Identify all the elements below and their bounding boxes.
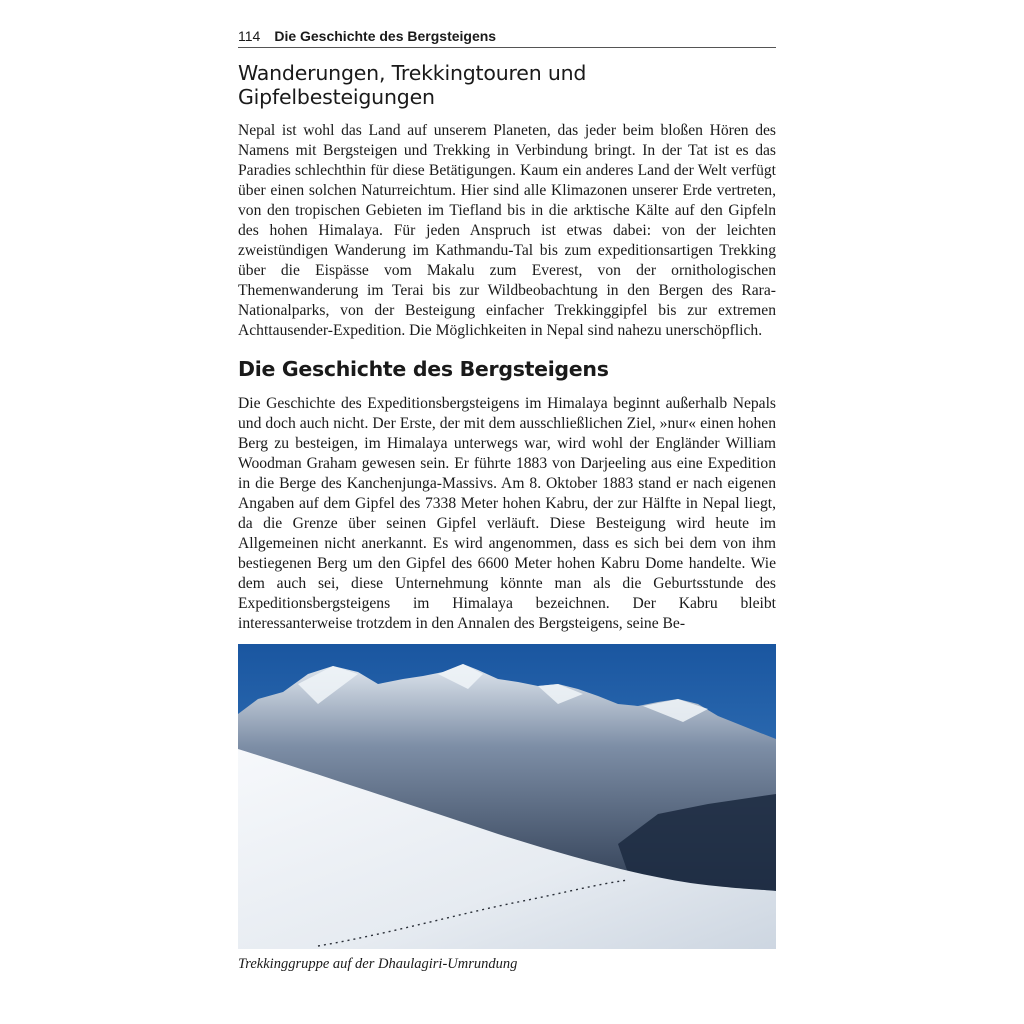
subsection-heading: Wanderungen, Trekkingtouren und Gipfelbesteigungen [238, 61, 587, 109]
page-number: 114 [238, 28, 261, 44]
section-heading: Die Geschichte des Bergsteigens [238, 357, 609, 381]
photo-caption: Trekkinggruppe auf der Dhaulagiri-Umrundung [238, 956, 518, 972]
section-paragraph: Die Geschichte des Expeditionsbergsteigens im Himalaya beginnt außerhalb Nepals und doch auch nicht. Der Erste, der mit dem ausschließlichen Ziel, »nur« einen hohen Berg zu besteigen, im Himalaya unterwegs war, wird wohl der Engländer William Woodman Graham gewesen sein. Er führte 1883 von Darjeeling aus eine Expedition in die Berge des Kanchenjunga-Massivs. Am 8. Oktober 1883 stand er nach eigenen Angaben auf dem Gipfel des 7338 Meter hohen Kabru, der zur Hälfte in Nepal liegt, da die Grenze über seinen Gipfel verläuft. Diese Besteigung wird heute im Allgemeinen nicht anerkannt. Es wird angenommen, dass es sich bei dem von ihm bestiegenen Berg um den Gipfel des 6600 Meter hohen Kabru Dome handelte. Wie dem auch sei, diese Unternehmung könnte man als die Geburtsstunde des Expeditionsbergsteigens im Himalaya bezeichnen. Der Kabru bleibt interessanterweise trotzdem in den Annalen des Bergsteigens, seine Be- [238, 395, 776, 632]
mountain-photo-illustration [238, 644, 776, 949]
running-head [238, 28, 776, 48]
mountain-photo [238, 644, 776, 949]
book-page [238, 28, 776, 973]
running-head-title: Die Geschichte des Bergsteigens [274, 28, 497, 44]
subsection-paragraph: Nepal ist wohl das Land auf unserem Planeten, das jeder beim bloßen Hören des Namens mit Bergsteigen und Trekking in Verbindung bringt. In der Tat ist es das Paradies schlechthin für diese Betätigungen. Kaum ein anderes Land der Welt verfügt über einen solchen Naturreichtum. Hier sind alle Klimazonen unserer Erde vertreten, von den tropischen Gebieten im Tiefland bis in die arktische Kälte auf den Gipfeln des hohen Himalaya. Für jeden Anspruch ist etwas dabei: von der leichten zweistündigen Wanderung im Kathmandu-Tal bis zum expeditionsartigen Trekking über die Eispässe vom Makalu zum Everest, von der ornithologischen Themenwanderung im Terai bis zur Wildbeobachtung in den Bergen des Rara-Nationalparks, von der Besteigung einfacher Trekkinggipfel bis zur extremen Achttausender-Expedition. Die Möglichkeiten in Nepal sind nahezu unerschöpflich. [238, 122, 776, 339]
